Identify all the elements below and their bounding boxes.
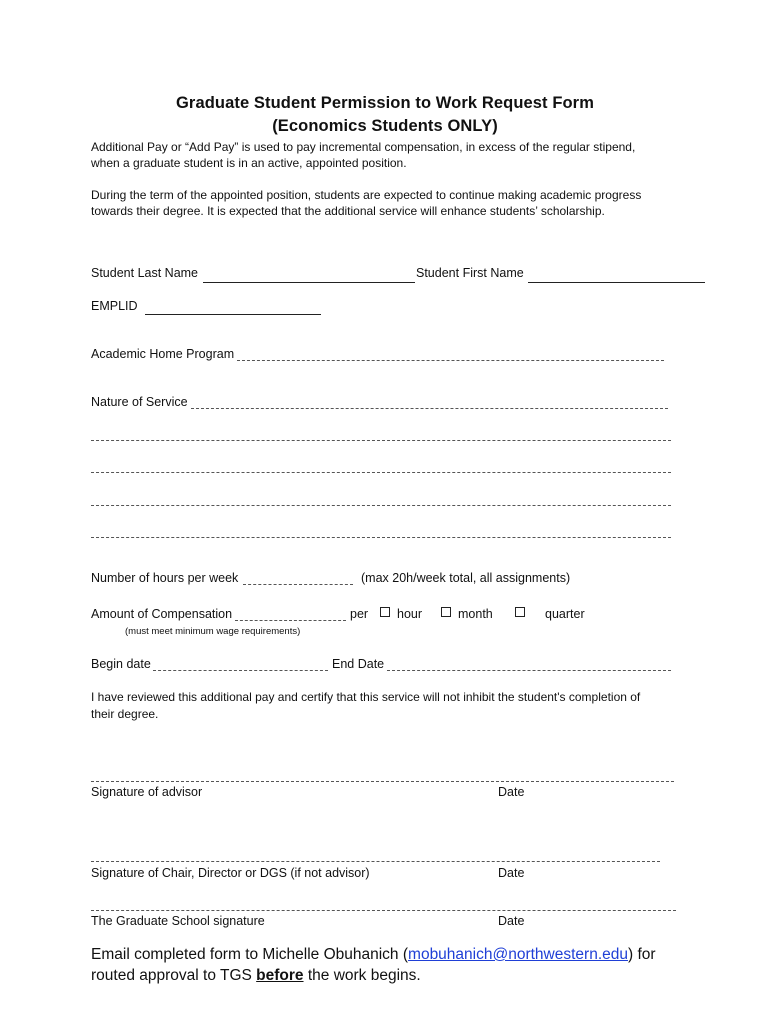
nature-of-service-line-2[interactable] xyxy=(91,440,671,441)
nature-of-service-line-4[interactable] xyxy=(91,505,671,506)
last-name-label: Student Last Name xyxy=(91,266,199,280)
intro-paragraph-1-line-1: Additional Pay or “Add Pay” is used to pay incremental compensation, in excess of the regular stipend, xyxy=(91,140,636,154)
month-checkbox[interactable] xyxy=(441,607,451,617)
advisor-date-label: Date xyxy=(498,785,525,799)
end-date-label: End Date xyxy=(332,657,385,671)
footer-prefix: Email completed form to Michelle Obuhanich ( xyxy=(91,946,409,963)
email-link[interactable]: mobuhanich@northwestern.edu xyxy=(408,946,628,963)
quarter-checkbox[interactable] xyxy=(515,607,525,617)
home-program-field[interactable] xyxy=(237,360,664,361)
chair-date-label: Date xyxy=(498,866,525,880)
tgs-signature-label: The Graduate School signature xyxy=(91,914,265,928)
emplid-label: EMPLID xyxy=(91,299,138,313)
footer-suffix: ) for xyxy=(627,946,656,963)
hours-note: (max 20h/week total, all assignments) xyxy=(361,571,571,585)
intro-paragraph-2-line-1: During the term of the appointed position, students are expected to continue making academic progress xyxy=(91,188,642,202)
nature-of-service-line-3[interactable] xyxy=(91,472,671,473)
begin-date-label: Begin date xyxy=(91,657,151,671)
compensation-field[interactable] xyxy=(235,620,346,621)
footer-line-2-prefix: routed approval to TGS xyxy=(91,967,257,984)
advisor-signature-label: Signature of advisor xyxy=(91,785,203,799)
end-date-field[interactable] xyxy=(387,670,671,671)
nature-of-service-field[interactable] xyxy=(191,408,668,409)
emplid-field[interactable] xyxy=(145,314,321,315)
nature-of-service-label: Nature of Service xyxy=(91,395,188,409)
first-name-field[interactable] xyxy=(528,282,705,283)
footer-line-1 xyxy=(91,944,656,965)
footer-line-2 xyxy=(91,965,421,986)
intro-paragraph-2-line-2: towards their degree. It is expected that the additional service will enhance students’ scholarship. xyxy=(91,204,605,218)
nature-of-service-line-5[interactable] xyxy=(91,537,671,538)
hours-per-week-label: Number of hours per week xyxy=(91,571,239,585)
form-title-line-2: (Economics Students ONLY) xyxy=(272,117,498,135)
quarter-option-label: quarter xyxy=(545,607,585,621)
begin-date-field[interactable] xyxy=(153,670,328,671)
per-label: per xyxy=(350,607,369,621)
last-name-field[interactable] xyxy=(203,282,415,283)
form-title-line-1: Graduate Student Permission to Work Request Form xyxy=(176,94,594,112)
certify-line-2: their degree. xyxy=(91,707,159,721)
compensation-label: Amount of Compensation xyxy=(91,607,233,621)
minimum-wage-note: (must meet minimum wage requirements) xyxy=(125,626,301,637)
hour-checkbox[interactable] xyxy=(380,607,390,617)
before-emphasis: before xyxy=(256,967,304,984)
first-name-label: Student First Name xyxy=(416,266,524,280)
month-option-label: month xyxy=(458,607,493,621)
intro-paragraph-1-line-2: when a graduate student is in an active, appointed position. xyxy=(91,156,407,170)
tgs-date-label: Date xyxy=(498,914,525,928)
advisor-signature-field[interactable] xyxy=(91,781,674,782)
hours-per-week-field[interactable] xyxy=(243,584,353,585)
home-program-label: Academic Home Program xyxy=(91,347,235,361)
tgs-signature-field[interactable] xyxy=(91,910,676,911)
chair-signature-label: Signature of Chair, Director or DGS (if not advisor) xyxy=(91,866,370,880)
certify-line-1: I have reviewed this additional pay and certify that this service will not inhibit the student's completion of xyxy=(91,690,641,704)
footer-line-2-suffix: the work begins. xyxy=(303,967,421,984)
chair-signature-field[interactable] xyxy=(91,861,660,862)
hour-option-label: hour xyxy=(397,607,423,621)
